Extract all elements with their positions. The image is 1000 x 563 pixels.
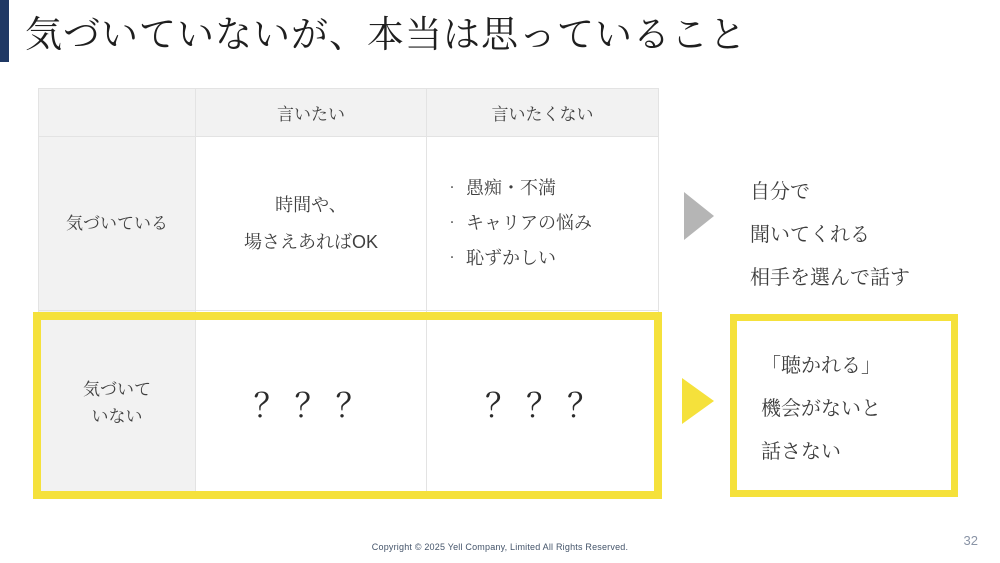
cell-unaware-want: ？？？ <box>196 311 427 496</box>
matrix-table <box>38 88 659 496</box>
aware-note-line2: 聞いてくれる <box>750 224 870 246</box>
slide-title: 気づいていないが、本当は思っていること <box>25 14 747 55</box>
aware-note <box>750 171 910 300</box>
yellow-right-arrow-icon <box>682 378 714 424</box>
page-number: 32 <box>963 533 978 548</box>
aware-note-line1: 自分で <box>750 181 810 203</box>
conclusion-line1: 「聴かれる」 <box>761 355 881 377</box>
conclusion-line2: 機会がないと <box>761 398 881 420</box>
list-item <box>447 206 592 241</box>
cell-aware-want-line2: 場さえあればOK <box>243 231 378 252</box>
col-header-want: 言いたい <box>196 89 427 137</box>
cell-aware-not-want <box>427 137 659 311</box>
copyright-text: Copyright © 2025 Yell Company, Limited All Rights Reserved. <box>371 542 629 552</box>
list-item <box>447 171 556 206</box>
bullet-icon: ・ <box>447 182 457 194</box>
cell-aware-want-line1: 時間や、 <box>275 194 347 215</box>
gray-right-arrow-icon <box>684 192 714 240</box>
col-header-not-want: 言いたくない <box>427 89 659 137</box>
aware-note-line3: 相手を選んで話す <box>750 267 910 289</box>
corner-cell <box>39 89 196 137</box>
list-item <box>447 241 556 276</box>
list-item-text: 恥ずかしい <box>466 248 556 268</box>
bullet-icon: ・ <box>447 252 457 264</box>
conclusion-line3: 話さない <box>761 441 841 463</box>
title-accent-bar <box>0 0 9 62</box>
cell-aware-want <box>196 137 427 311</box>
row-header-unaware <box>39 311 196 496</box>
row-header-aware: 気づいている <box>39 137 196 311</box>
cell-unaware-not-want: ？？？ <box>427 311 659 496</box>
bullet-icon: ・ <box>447 217 457 229</box>
row-header-unaware-line1: 気づいて <box>83 380 151 399</box>
list-item-text: キャリアの悩み <box>466 213 592 233</box>
conclusion-box <box>730 314 958 497</box>
list-item-text: 愚痴・不満 <box>466 178 556 198</box>
row-header-unaware-line2: いない <box>91 407 143 426</box>
